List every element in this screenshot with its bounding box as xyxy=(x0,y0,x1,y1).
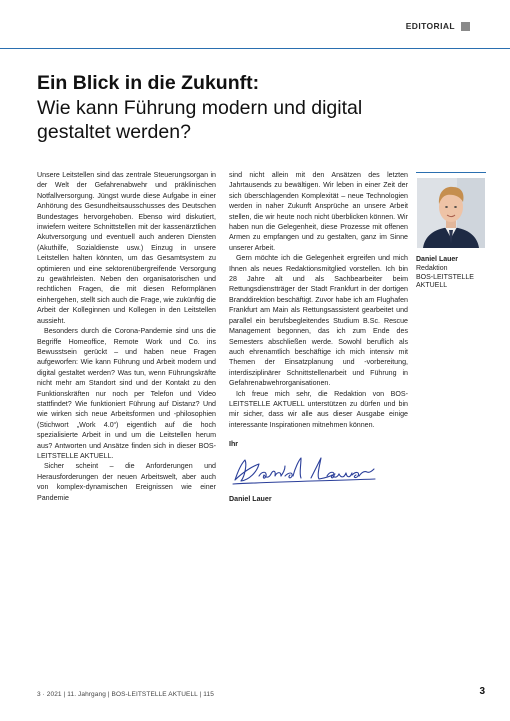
portrait-illustration xyxy=(417,178,485,248)
section-label xyxy=(406,21,470,31)
paragraph: Besonders durch die Corona-Pandemie sind uns die Begriffe Homeoffice, Remote Work und Co. ins Bewusstsein gerückt – und haben neue Fragen aufgeworfen: Wie kann Führung und Arbeit modern und digital gestaltet werden? Was tun, wenn Führungskräfte nicht mehr am Standort sind und der Kontakt zu den Funktionskräften nur noch per Telefon und Video stattfindet? Wie funktioniert Führung auf Distanz? Und wie wirken sich neue Arbeitsformen und -philosophien (Stichwort „Work 4.0“) eigentlich auf die hoch spezialisierte Arbeit in und um die Leitstellen herum aus? Antworten und Ansätze finden sich in dieser BOS-LEITSTELLE AKTUELL. xyxy=(37,327,216,460)
portrait-caption xyxy=(416,256,496,291)
caption-role: Redaktion xyxy=(416,264,448,272)
paragraph: Sicher scheint – die Anforderungen und Herausforderungen der neuen Arbeitswelt, aber auch von komplex-dynamischen Ereignissen wie einer Pandemie xyxy=(37,462,216,502)
article-column-left xyxy=(37,170,216,503)
header-rule xyxy=(0,48,510,49)
caption-name: Daniel Lauer xyxy=(416,256,459,263)
article-headline: Ein Blick in die Zukunft: xyxy=(37,72,260,94)
section-square-icon xyxy=(461,22,470,31)
author-name: Daniel Lauer xyxy=(229,494,272,503)
page-number: 3 xyxy=(479,686,485,697)
article-subheadline: Wie kann Führung modern und digital gestaltet werden? xyxy=(37,97,363,143)
author-portrait xyxy=(417,178,485,248)
paragraph: Gern möchte ich die Gelegenheit ergreifen und mich Ihnen als neues Redaktionsmitglied vorstellen. Ich bin 28 Jahre alt und als Sachbearbeiter beim Rettungsdienstträger der Stadt Frankfurt in der dortigen Branddirektion beschäftigt. Zuvor habe ich am Flughafen Frankfurt am Main als Rettungsassistent gearbeitet und parallel ein berufsbegleitendes Studium B.Sc. Rescue Management begonnen, das ich zum Ende des Semesters abschließen werde. Sowohl beruflich als auch ehrenamtlich beschäftige ich mich intensiv mit Themen der Einsatzplanung und -vorbereitung, interdisziplinärer Schnittstellenarbeit und Führung in Gefahrenabwehrorganisationen. xyxy=(229,254,408,388)
section-title: EDITORIAL xyxy=(405,21,455,31)
paragraph: sind nicht allein mit den Ansätzen des letzten Jahrtausends zu bewältigen. Wir leben in einer Zeit der sich überschlagenden Komplexität – neue Technologien werden in naher Zukunft Ansprüche an unsere Arbeit stellen, die wir heute noch nicht überblicken können. Wir haben nun die Gelegenheit, diese Prozesse mit offenen Armen zu empfangen und zu gestalten, ganz im Sinne unserer Arbeit. xyxy=(229,171,408,252)
closing-salutation: Ihr xyxy=(229,440,239,449)
paragraph: Ich freue mich sehr, die Redaktion von BOS-LEITSTELLE AKTUELL unterstützen zu dürfen und bin mir sicher, dass wir alle aus dieser Ausgabe einige interessante Inspirationen mitnehmen können. xyxy=(229,389,408,429)
signature-text: Daniel Lauer xyxy=(229,453,235,455)
caption-outlet: BOS-LEITSTELLE AKTUELL xyxy=(416,273,474,290)
paragraph: Unsere Leitstellen sind das zentrale Steuerungsorgan in der Welt der Gefahrenabwehr und präklinischen Notfallversorgung. Jüngst wurde diese Aufgabe in einer Anhörung des Gesundheitsausschusses des Deutschen Bundestages hervorgehoben. Ebenso wird diskutiert, inwiefern weitere Schnittstellen mit der kassenärztlichen Akutversorgung und eventuell auch anderen Diensten (Akuthilfe, Sozialdienste usw.) Einzug in unsere Leitstellen halten könnten, um das Gesamtsystem zu optimieren und eine sektorenübergreifende Versorgung zu gewährleisten. Neben den organisatorischen und rechtlichen Fragen, die mit diesen Reformplänen einhergehen, stellt sich auch die Frage, wie zukünftig die Arbeit der Kolleginnen und Kollegen in den Leitstellen aussieht. xyxy=(37,171,216,325)
footer-issue-line: 3 · 2021 | 11. Jahrgang | BOS-LEITSTELLE AKTUELL | 115 xyxy=(37,691,214,698)
article-column-right xyxy=(229,170,408,504)
sidebar-rule xyxy=(416,172,486,173)
handwritten-signature xyxy=(229,454,379,488)
